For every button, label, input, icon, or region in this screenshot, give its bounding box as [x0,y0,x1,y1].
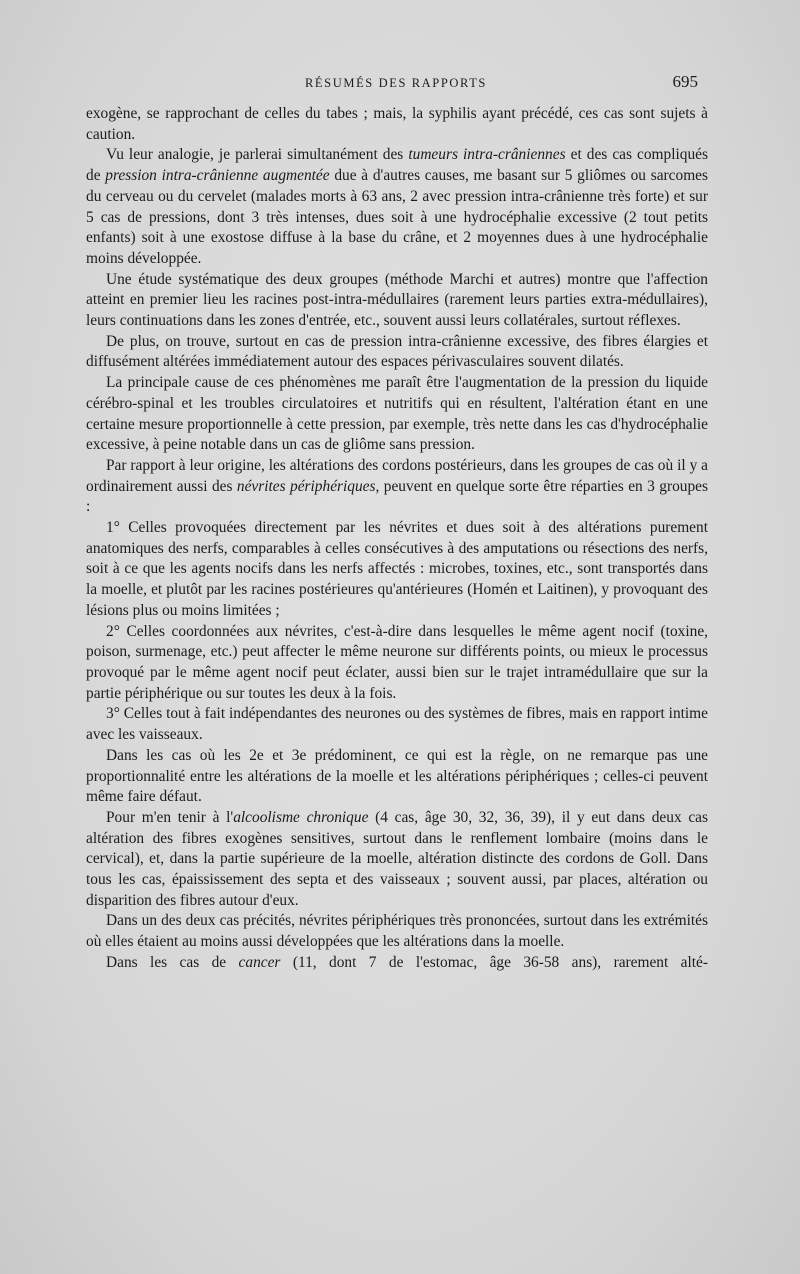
body-text [86,104,708,974]
text-run: Dans un des deux cas précités, névrites périphériques très prononcées, surtout dans les extrémités où elles étaient au moins aussi développées que les altérations dans la moelle. [86,912,708,951]
text-run: et des cas compliqués de [86,146,708,185]
page-number: 695 [672,72,698,91]
text-run: La principale cause de ces phénomènes me paraît être l'augmentation de la pression du liquide cérébro-spinal et les troubles circulatoires et nutritifs qui en résultent, l'altération étant en une certaine mesure proportionnelle à cette pression, par exemple, très nette dans les cas d'hydrocéphalie excessive, à peine notable dans un cas de gliôme sans pression. [86,374,708,454]
running-title: RÉSUMÉS DES RAPPORTS [305,76,487,90]
italic-phrase: tumeurs intra-crâniennes [408,146,566,164]
paragraph [86,373,708,456]
text-run: , peuvent en quelque sorte être réparties en 3 groupes : [86,477,708,516]
paragraph [86,746,708,808]
paragraph [86,270,708,332]
text-run: (4 cas, âge 30, 32, 36, 39), il y eut dans deux cas altération des fibres exogènes sensitives, surtout dans le renflement lombaire (moins dans le cervical), et, dans la partie supérieure de la moelle, altération distincte des cordons de Goll. Dans tous les cas, épaississement des septa et des vaisseaux ; souvent aussi, par places, altération ou disparition des fibres autour d'eux. [86,808,708,909]
text-run: 3° Celles tout à fait indépendantes des neurones ou des systèmes de fibres, mais en rapport intime avec les vaisseaux. [86,705,708,744]
text-run: Par rapport à leur origine, les altérations des cordons postérieurs, dans les groupes de cas où il y a ordinairement aussi des [86,456,708,495]
paragraph [86,456,708,518]
paragraph [86,104,708,145]
paragraph [86,518,708,622]
italic-phrase: pression intra-crânienne augmentée [105,167,330,185]
text-run: 2° Celles coordonnées aux névrites, c'est-à-dire dans lesquelles le même agent nocif (toxine, poison, surmenage, etc.) peut affecter le même neurone sur différents points, ou mieux le processus provoqué par le même agent nocif peut éclater, aussi bien sur le trajet intramédullaire que sur la partie périphérique ou sur toutes les deux à la fois. [86,622,708,702]
running-head [86,72,706,94]
italic-phrase: cancer [238,953,281,971]
text-run: (11, dont 7 de l'estomac, âge 36-58 ans), rarement alté- [280,953,708,971]
text-run: Dans les cas de [106,953,239,971]
paragraph [86,145,708,269]
text-run: exogène, se rapprochant de celles du tabes ; mais, la syphilis ayant précédé, ces cas sont sujets à caution. [86,105,708,143]
paragraph [86,953,708,974]
text-run: 1° Celles provoquées directement par les névrites et dues soit à des altérations purement anatomiques des nerfs, comparables à celles consécutives à des amputations ou résections des nerfs, soit à ce que les agents nocifs dans les nerfs affectés : microbes, toxines, etc., sont transportés dans la moelle, et plutôt par les racines postérieures qu'antérieures (Homén et Laitinen), y provoquant des lésions plus ou moins limitées ; [86,519,708,619]
text-run: De plus, on trouve, surtout en cas de pression intra-crânienne excessive, des fibres élargies et diffusément altérées immédiatement autour des espaces périvasculaires souvent dilatés. [86,332,708,371]
paragraph [86,704,708,745]
text-run: Dans les cas où les 2e et 3e prédominent, ce qui est la règle, on ne remarque pas une proportionnalité entre les altérations de la moelle et les altérations périphériques ; celles-ci peuvent même faire défaut. [86,746,708,806]
text-run: Vu leur analogie, je parlerai simultanément des [106,146,409,164]
text-run: Une étude systématique des deux groupes (méthode Marchi et autres) montre que l'affection atteint en premier lieu les racines post-intra-médullaires (rarement leurs parties extra-médullaires), leurs continuations dans les zones d'entrée, etc., souvent aussi leurs collatérales, surtout réflexes. [86,270,708,330]
text-run: due à d'autres causes, me basant sur 5 gliômes ou sarcomes du cerveau ou du cervelet (malades morts à 63 ans, 2 avec pression intra-crânienne très forte) et sur 5 cas de pressions, dont 3 très intenses, dues soit à une hydrocéphalie excessive (2 tout petits enfants) soit à une exostose diffuse à la base du crâne, et 2 moyennes dues à une hydrocéphalie moins développée. [86,167,708,267]
paragraph [86,911,708,952]
italic-phrase: névrites périphériques [236,477,376,495]
paragraph [86,332,708,373]
paragraph [86,808,708,912]
italic-phrase: alcoolisme chronique [233,808,369,826]
text-run: Pour m'en tenir à l' [106,808,234,826]
paragraph [86,622,708,705]
